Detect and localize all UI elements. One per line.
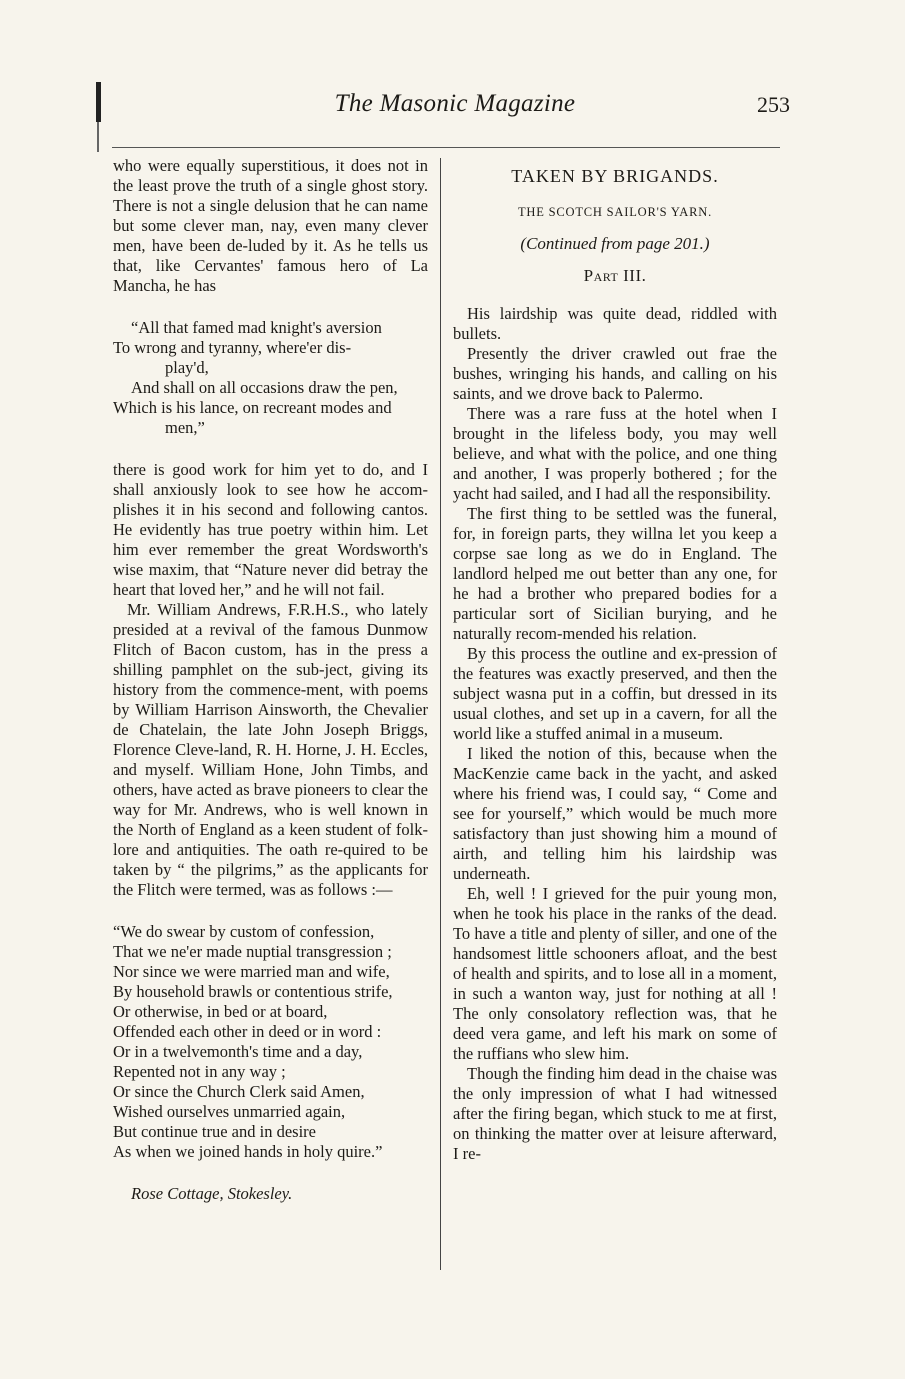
poem-line: play'd, [165, 358, 209, 377]
paragraph: who were equally superstitious, it does not in the least prove the truth of a single ghost story. There is not a single delusion that he can name but some clever man, nay, even many clever men, have been de-luded by it. As he tells us that, like Cervantes' famous hero of La Mancha, he has [113, 156, 428, 295]
article-subtitle: THE SCOTCH SAILOR'S YARN. [517, 205, 713, 219]
article-title: TAKEN BY BRIGANDS. [511, 166, 719, 186]
paragraph: His lairdship was quite dead, riddled with bullets. [453, 304, 777, 343]
poem-flitch-oath [113, 922, 428, 1162]
running-header-title: The Masonic Magazine [334, 90, 576, 117]
continued-note: (Continued from page 201.) [520, 234, 710, 253]
poem-line: To wrong and tyranny, where'er dis- [113, 338, 352, 357]
paragraph: The first thing to be settled was the funeral, for, in foreign parts, they willna let you keep a corpse sae long as we do in England. The landlord helped me out better than any one, for he had a brother who prepared bodies for a particular sort of Sicilian burying, and he naturally recom-mended his relation. [453, 504, 777, 643]
paragraph: Mr. William Andrews, F.R.H.S., who lately presided at a revival of the famous Dunmow Flitch of Bacon custom, has in the press a shilling pamphlet on the sub-ject, giving its history from the commence-ment, with poems by William Harrison Ainsworth, the Chevalier de Chatelain, the late John Joseph Briggs, Florence Cleve-land, R. H. Horne, J. H. Eccles, and myself. William Hone, John Timbs, and others, have acted as brave pioneers to clear the way for Mr. Andrews, who is well known in the North of England as a keen student of folk-lore and antiquities. The oath re-quired to be taken by “ the pilgrims,” as the applicants for the Flitch were termed, was as follows :— [113, 600, 428, 899]
poem-line: By household brawls or contentious strife, [113, 982, 393, 1001]
poem-line: Which is his lance, on recreant modes and [113, 398, 392, 417]
poem-line: Repented not in any way ; [113, 1062, 286, 1081]
page-number: 253 [757, 92, 790, 117]
poem-line: Wished ourselves unmarried again, [113, 1102, 346, 1121]
paragraph: There was a rare fuss at the hotel when I brought in the lifeless body, you may well believe, and what with the police, and one thing and another, I was properly bothered ; for the yacht had sailed, and I had all the responsibility. [453, 404, 777, 503]
margin-mark-tail [97, 122, 99, 152]
poem-line: “We do swear by custom of confession, [113, 922, 375, 941]
poem-line: As when we joined hands in holy quire.” [113, 1142, 383, 1161]
poem-line: But continue true and in desire [113, 1122, 316, 1141]
column-divider [440, 158, 441, 1270]
poem-line: men,” [165, 418, 205, 437]
paragraph: I liked the notion of this, because when the MacKenzie came back in the yacht, and asked where his friend was, I could say, “ Come and see for yourself,” which would be much more satisfactory than just showing him a mound of airth, and telling him his lairdship was underneath. [453, 744, 777, 883]
right-column [453, 166, 777, 1164]
poem-line: Offended each other in deed or in word : [113, 1022, 382, 1041]
paragraph: Eh, well ! I grieved for the puir young mon, when he took his place in the ranks of the dead. To have a title and plenty of siller, and one of the handsomest little schooners afloat, and the best of health and spirits, and to lose all in a moment, in such a wanton way, just for nothing at all ! The only consolatory reflection was, that he deed vera game, and left his mark on some of the ruffians who slew him. [453, 884, 777, 1063]
left-column [113, 156, 428, 1204]
poem-line: Or otherwise, in bed or at board, [113, 1002, 328, 1021]
paragraph: Though the finding him dead in the chaise was the only impression of what I had witnessed after the firing began, which stuck to me at first, on thinking the matter over at leisure afterward, I re- [453, 1064, 777, 1163]
paragraph: By this process the outline and ex-pression of the features was exactly preserved, and then the subject wasna put in a coffin, but dressed in its usual clothes, and set up in a cavern, for all the world like a stuffed animal in a museum. [453, 644, 777, 743]
signature-location: Rose Cottage, Stokesley. [131, 1184, 293, 1203]
part-heading: Part III. [583, 266, 647, 285]
poem-line: And shall on all occasions draw the pen, [131, 378, 398, 397]
margin-mark [96, 82, 101, 122]
header-rule [112, 147, 780, 148]
paragraph: there is good work for him yet to do, and I shall anxiously look to see how he accom-plishes it in his second and following cantos. He evidently has true poetry within him. Let him ever remember the great Wordsworth's wise maxim, that “Nature never did betray the heart that loved her,” and he will not fail. [113, 460, 428, 599]
poem-line: Or in a twelvemonth's time and a day, [113, 1042, 363, 1061]
poem-line: That we ne'er made nuptial transgression ; [113, 942, 392, 961]
poem-line: Nor since we were married man and wife, [113, 962, 390, 981]
paragraph: Presently the driver crawled out frae the bushes, wringing his hands, and calling on his saints, and we drove back to Palermo. [453, 344, 777, 403]
poem-line: Or since the Church Clerk said Amen, [113, 1082, 365, 1101]
poem-quote-knight [113, 318, 428, 438]
poem-line: “All that famed mad knight's aversion [131, 318, 382, 337]
